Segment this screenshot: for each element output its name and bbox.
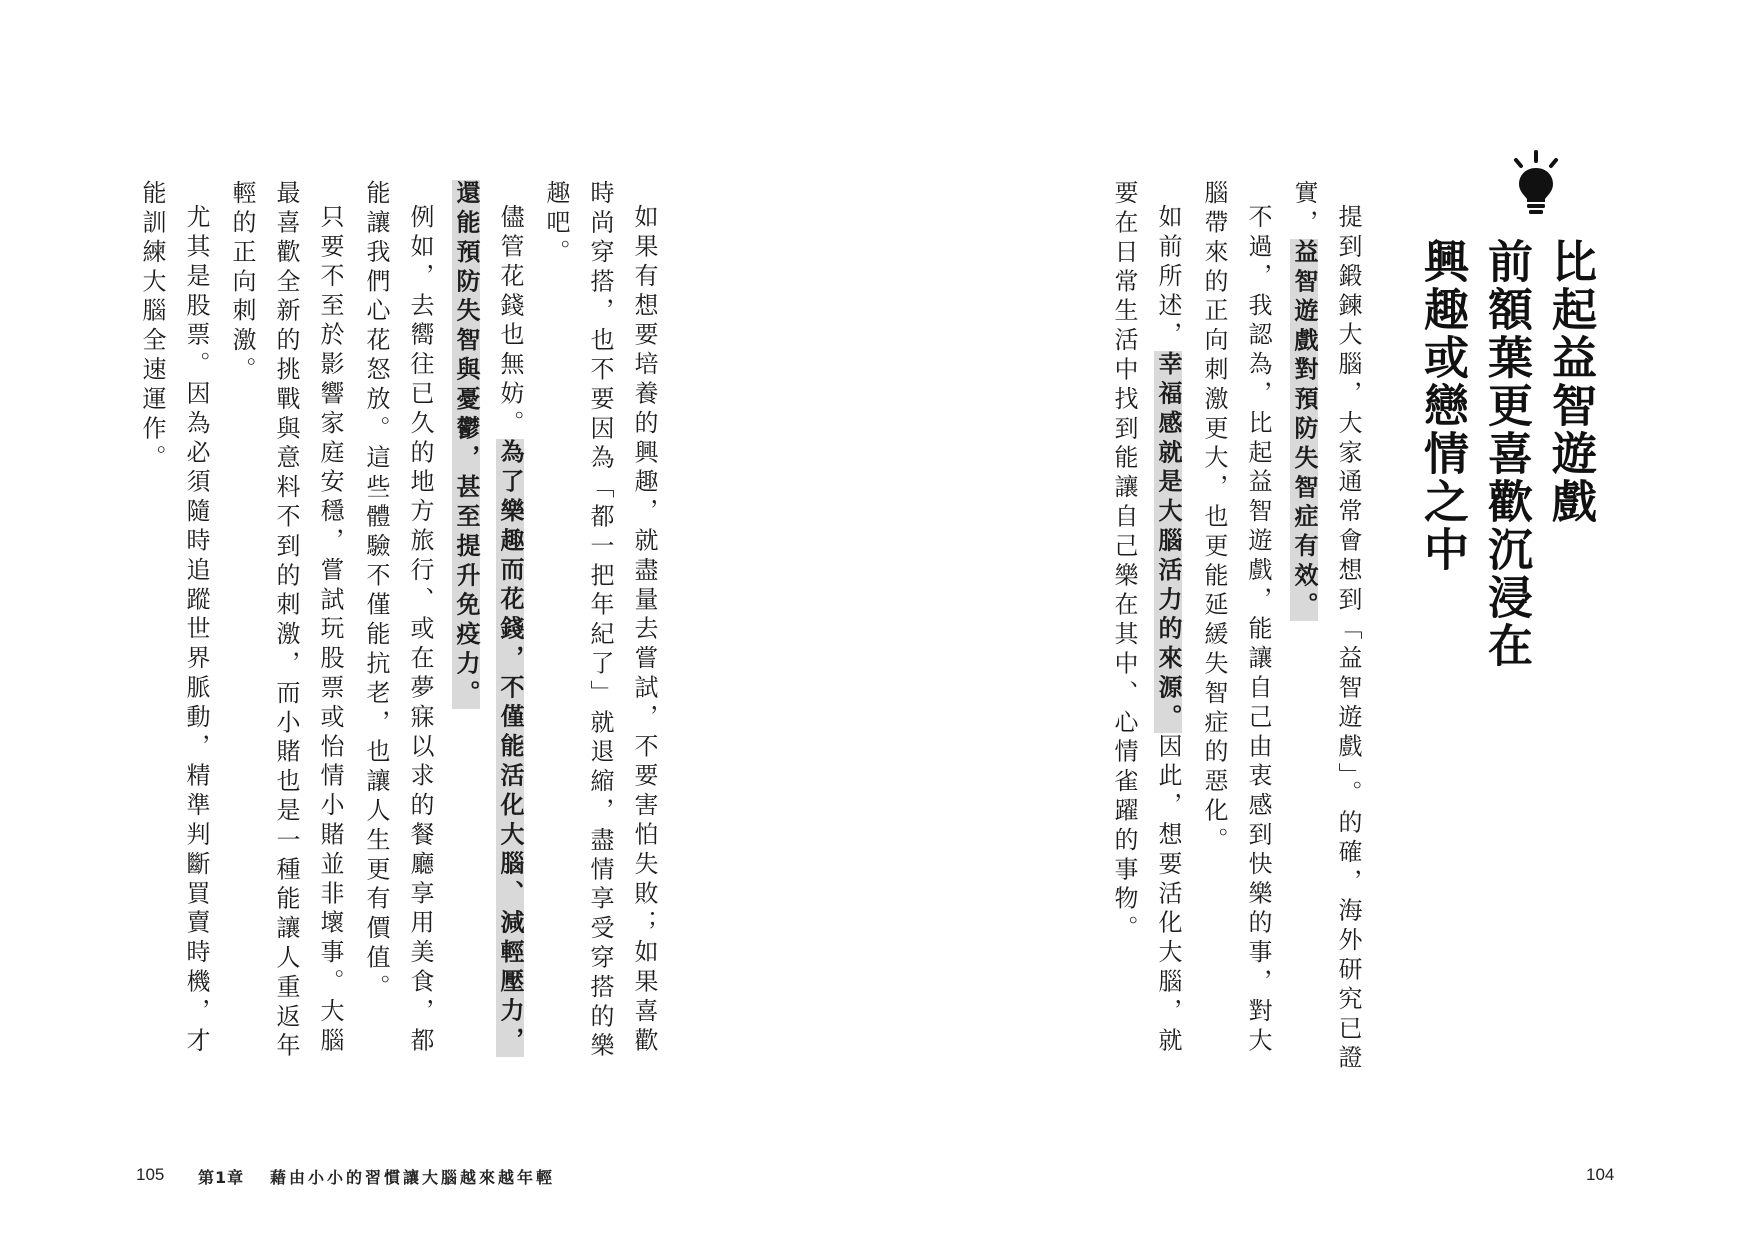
chapter-title: 藉由小小的習慣讓大腦越來越年輕: [270, 1168, 556, 1187]
right-page-body: [1010, 180, 1370, 1080]
heading-line-2: 前額葉更喜歡沉浸在: [1480, 238, 1533, 670]
paragraph: 儘管花錢也無妨。為了樂趣而花錢，不僅能活化大腦、減輕壓力，還能預防失智與憂鬱，甚至提升免疫力。: [452, 180, 524, 1057]
left-page-body: [0, 180, 666, 1080]
highlight-text: 為了樂趣而花錢，不僅能活化大腦、減輕壓力，還能預防失智與憂鬱，甚至提升免疫力。: [452, 180, 524, 1057]
paragraph: 提到鍛鍊大腦，大家通常會想到「益智遊戲」。的確，海外研究已證實，益智遊戲對預防失智症有效。: [1290, 180, 1362, 1074]
page-number-right: 104: [1586, 1165, 1615, 1184]
heading-line-3: 興趣或戀情之中: [1416, 238, 1469, 574]
heading-line-1: 比起益智遊戲: [1544, 238, 1597, 526]
section-heading: [1410, 238, 1602, 670]
paragraph: 如果有想要培養的興趣，就盡量去嘗試，不要害怕失敗；如果喜歡時尚穿搭，也不要因為「都一把年紀了」就退縮，盡情享受穿搭的樂趣吧。: [542, 180, 658, 1062]
highlight-text: 幸福感就是大腦活力的來源。: [1154, 351, 1182, 734]
paragraph: 只要不至於影響家庭安穩，嘗試玩股票或怡情小賭並非壞事。大腦最喜歡全新的挑戰與意料不到的刺激，而小賭也是一種能讓人重返年輕的正向刺激。: [228, 180, 344, 1062]
right-page: [874, 0, 1748, 1240]
paragraph: 如前所述，幸福感就是大腦活力的來源。因此，想要活化大腦，就要在日常生活中找到能讓自己樂在其中、心情雀躍的事物。: [1110, 180, 1182, 1057]
paragraph: 例如，去嚮往已久的地方旅行、或在夢寐以求的餐廳享用美食，都能讓我們心花怒放。這些體驗不僅能抗老，也讓人生更有價值。: [362, 180, 434, 1057]
page-number-left: 105: [136, 1165, 165, 1184]
highlight-text: 益智遊戲對預防失智症有效。: [1290, 238, 1318, 622]
paragraph: 尤其是股票。因為必須隨時追蹤世界脈動，精準判斷買賣時機，才能訓練大腦全速運作。: [138, 180, 210, 1057]
paragraph: 不過，我認為，比起益智遊戲，能讓自己由衷感到快樂的事，對大腦帶來的正向刺激更大，也更能延緩失智症的惡化。: [1200, 180, 1272, 1057]
lightbulb-icon: [1508, 150, 1564, 216]
chapter-label: 第1章: [198, 1168, 245, 1187]
